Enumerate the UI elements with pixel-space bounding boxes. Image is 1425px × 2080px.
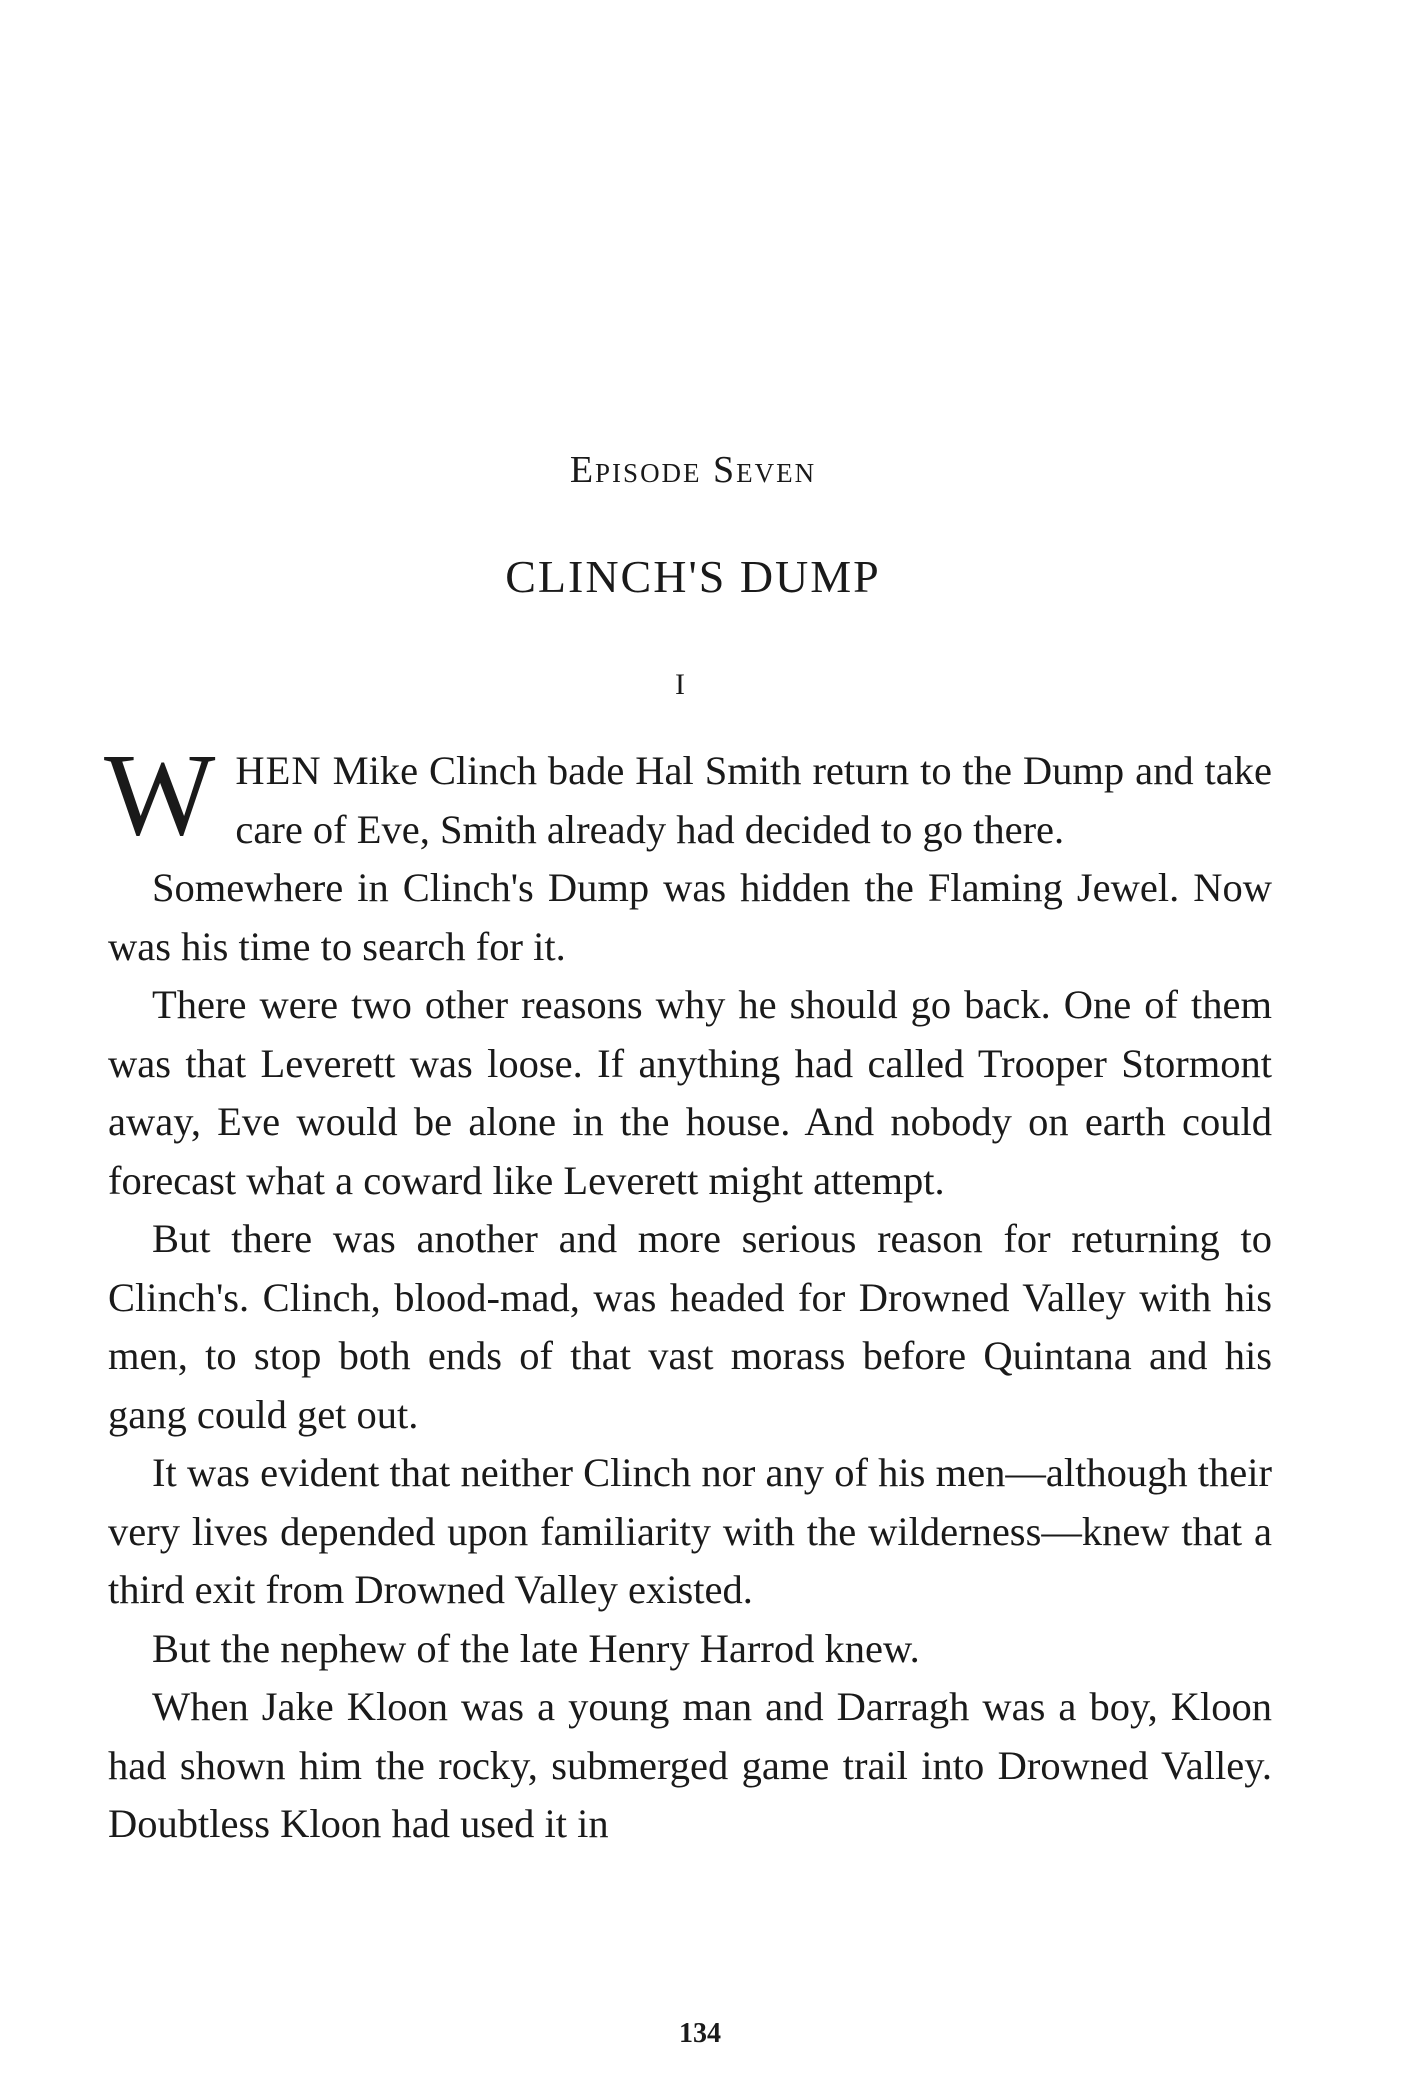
- paragraph-1-text: Mike Clinch bade Hal Smith return to the Dump and take care of Eve, Smith already had decided to go there.: [235, 748, 1272, 852]
- opening-caps: HEN: [235, 748, 322, 793]
- section-number: I: [675, 668, 685, 701]
- chapter-title: CLINCH'S DUMP: [505, 551, 881, 602]
- paragraph-2: Somewhere in Clinch's Dump was hidden the Flaming Jewel. Now was his time to search for it.: [108, 865, 1272, 969]
- chapter-body: [104, 729, 1272, 1854]
- drop-cap: W: [104, 729, 216, 860]
- paragraph-1: [104, 729, 1272, 860]
- paragraph-3: There were two other reasons why he should go back. One of them was that Leverett was loose. If anything had called Trooper Stormont away, Eve would be alone in the house. And nobody on earth could forecast what a coward like Leverett might attempt.: [108, 982, 1272, 1203]
- paragraph-6: But the nephew of the late Henry Harrod knew.: [152, 1625, 920, 1671]
- episode-heading: Episode Seven: [569, 449, 817, 491]
- paragraph-7: When Jake Kloon was a young man and Darragh was a boy, Kloon had shown him the rocky, submerged game trail into Drowned Valley. Doubtless Kloon had used it in: [108, 1684, 1272, 1846]
- paragraph-5: It was evident that neither Clinch nor any of his men—although their very lives depended upon familiarity with the wilderness—knew that a third exit from Drowned Valley existed.: [108, 1450, 1272, 1612]
- page-number: 134: [679, 2018, 721, 2049]
- paragraph-4: But there was another and more serious reason for returning to Clinch's. Clinch, blood-mad, was headed for Drowned Valley with his men, to stop both ends of that vast morass before Quintana and his gang could get out.: [108, 1216, 1272, 1437]
